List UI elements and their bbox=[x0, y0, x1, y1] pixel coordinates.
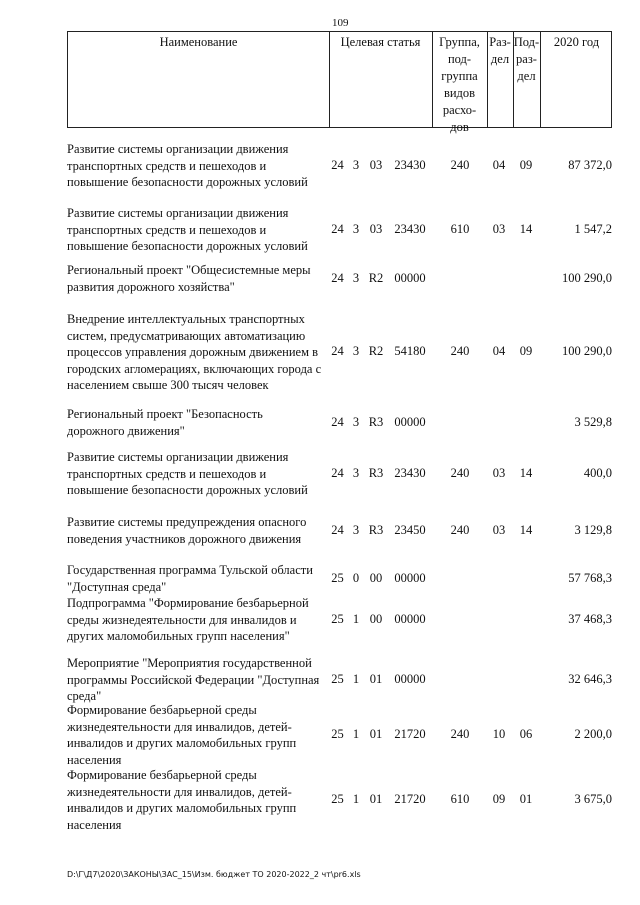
row-c1: 24 bbox=[331, 344, 344, 359]
row-c1: 25 bbox=[331, 727, 344, 741]
row-name: Развитие системы предупреждения опасного поведения участников дорожного движения bbox=[67, 515, 307, 546]
row-subsection: 01 bbox=[519, 792, 533, 806]
row-c2: 3 bbox=[352, 522, 360, 537]
table-row bbox=[67, 595, 612, 645]
row-c3: R2 bbox=[368, 344, 384, 359]
row-name: Региональный проект "Безопасность дорожного движения" bbox=[67, 407, 263, 438]
row-group: 240 bbox=[450, 157, 470, 172]
row-amount: 32 646,3 bbox=[568, 671, 612, 686]
table-row bbox=[67, 262, 612, 295]
row-subsection: 14 bbox=[519, 522, 533, 537]
row-c3: R2 bbox=[368, 270, 384, 285]
row-c1: 25 bbox=[331, 611, 344, 626]
row-group: 240 bbox=[450, 522, 470, 537]
row-amount: 2 200,0 bbox=[574, 727, 612, 741]
row-c2: 1 bbox=[352, 611, 360, 626]
row-c1: 25 bbox=[331, 671, 344, 686]
header-target-article: Целевая статья bbox=[340, 35, 421, 49]
table-row bbox=[67, 514, 612, 547]
row-section: 04 bbox=[492, 157, 506, 172]
table-row bbox=[67, 702, 612, 768]
row-section: 03 bbox=[492, 465, 506, 480]
row-amount: 400,0 bbox=[583, 465, 612, 480]
row-c1: 24 bbox=[331, 221, 344, 236]
row-c2: 3 bbox=[352, 414, 360, 429]
header-section: Раз-дел bbox=[489, 35, 511, 66]
row-c3: 03 bbox=[369, 221, 383, 236]
row-name: Формирование безбарьерной среды жизнедеятельности для инвалидов, детей-инвалидов и других маломобильных групп населения bbox=[67, 768, 297, 832]
row-c4: 00000 bbox=[394, 414, 426, 429]
row-subsection: 06 bbox=[519, 727, 533, 741]
row-c2: 0 bbox=[352, 570, 360, 585]
row-group: 240 bbox=[450, 465, 470, 480]
row-amount: 100 290,0 bbox=[562, 270, 612, 285]
row-name: Региональный проект "Общесистемные меры развития дорожного хозяйства" bbox=[67, 263, 311, 294]
row-c4: 00000 bbox=[394, 270, 426, 285]
row-c3: R3 bbox=[368, 414, 384, 429]
row-c3: 03 bbox=[369, 157, 383, 172]
row-c4: 21720 bbox=[394, 792, 426, 806]
table-row bbox=[67, 655, 612, 705]
row-c3: 00 bbox=[369, 611, 383, 626]
header-year: 2020 год bbox=[553, 35, 600, 49]
row-c4: 21720 bbox=[394, 727, 426, 741]
row-c1: 24 bbox=[331, 465, 344, 480]
row-name: Развитие системы организации движения транспортных средств и пешеходов и повышение безопасности дорожных условий bbox=[67, 142, 308, 189]
row-c4: 23430 bbox=[394, 221, 426, 236]
row-c3: 01 bbox=[369, 792, 383, 806]
row-name: Формирование безбарьерной среды жизнедеятельности для инвалидов, детей-инвалидов и других маломобильных групп населения bbox=[67, 703, 297, 767]
row-c4: 23430 bbox=[394, 465, 426, 480]
row-group: 240 bbox=[450, 727, 470, 741]
table-row bbox=[67, 141, 612, 191]
row-amount: 3 529,8 bbox=[574, 414, 612, 429]
row-section: 03 bbox=[492, 522, 506, 537]
row-c1: 24 bbox=[331, 414, 344, 429]
row-c3: 01 bbox=[369, 671, 383, 686]
row-amount: 57 768,3 bbox=[568, 570, 612, 585]
row-subsection: 09 bbox=[519, 157, 533, 172]
table-header bbox=[67, 31, 612, 134]
row-c4: 00000 bbox=[394, 671, 426, 686]
row-c2: 3 bbox=[352, 465, 360, 480]
row-c4: 00000 bbox=[394, 570, 426, 585]
row-amount: 100 290,0 bbox=[562, 344, 612, 359]
row-c2: 1 bbox=[352, 792, 360, 806]
row-c1: 24 bbox=[331, 270, 344, 285]
row-c1: 25 bbox=[331, 792, 344, 806]
row-subsection: 09 bbox=[519, 344, 533, 359]
table-row bbox=[67, 449, 612, 499]
row-amount: 1 547,2 bbox=[574, 221, 612, 236]
row-c4: 23450 bbox=[394, 522, 426, 537]
row-c1: 25 bbox=[331, 570, 344, 585]
row-subsection: 14 bbox=[519, 465, 533, 480]
row-c2: 1 bbox=[352, 727, 360, 741]
row-c4: 00000 bbox=[394, 611, 426, 626]
row-group: 240 bbox=[450, 344, 470, 359]
row-name: Мероприятие "Мероприятия государственной программы Российской Федерации "Доступная среда" bbox=[67, 656, 320, 703]
row-amount: 3 675,0 bbox=[574, 792, 612, 806]
row-name: Развитие системы организации движения транспортных средств и пешеходов и повышение безопасности дорожных условий bbox=[67, 206, 308, 253]
row-c3: 01 bbox=[369, 727, 383, 741]
row-section: 04 bbox=[492, 344, 506, 359]
page-number: 109 bbox=[332, 17, 349, 29]
table-row bbox=[67, 767, 612, 833]
row-c2: 1 bbox=[352, 671, 360, 686]
row-c3: R3 bbox=[368, 522, 384, 537]
row-name: Подпрограмма "Формирование безбарьерной среды жизнедеятельности для инвалидов и других маломобильных групп населения" bbox=[67, 596, 309, 643]
file-path-footer: D:\Г\Д7\2020\ЗАКОНЫ\ЗАС_15\Изм. бюджет ТО 2020-2022_2 чт\pr6.xls bbox=[67, 870, 361, 879]
row-c3: R3 bbox=[368, 465, 384, 480]
row-amount: 87 372,0 bbox=[568, 157, 612, 172]
row-c4: 54180 bbox=[394, 344, 426, 359]
table-row bbox=[67, 205, 612, 255]
table-row bbox=[67, 562, 612, 595]
row-c1: 24 bbox=[331, 522, 344, 537]
row-amount: 37 468,3 bbox=[568, 611, 612, 626]
header-subsection: Под-раз-дел bbox=[513, 35, 540, 83]
row-c2: 3 bbox=[352, 221, 360, 236]
row-c2: 3 bbox=[352, 270, 360, 285]
row-group: 610 bbox=[450, 792, 470, 806]
row-c2: 3 bbox=[352, 344, 360, 359]
row-c1: 24 bbox=[331, 157, 344, 172]
table-row bbox=[67, 311, 612, 394]
row-name: Развитие системы организации движения транспортных средств и пешеходов и повышение безопасности дорожных условий bbox=[67, 450, 308, 497]
table-row bbox=[67, 406, 612, 439]
header-name: Наименование bbox=[159, 35, 238, 49]
row-c2: 3 bbox=[352, 157, 360, 172]
row-group: 610 bbox=[450, 221, 470, 236]
row-amount: 3 129,8 bbox=[574, 522, 612, 537]
header-group: Группа, под-группа видов расхо-дов bbox=[439, 35, 480, 134]
row-c3: 00 bbox=[369, 570, 383, 585]
row-section: 03 bbox=[492, 221, 506, 236]
row-name: Государственная программа Тульской области "Доступная среда" bbox=[67, 563, 313, 594]
row-subsection: 14 bbox=[519, 221, 533, 236]
row-c4: 23430 bbox=[394, 157, 426, 172]
row-name: Внедрение интеллектуальных транспортных систем, предусматривающих автоматизацию процессов управления дорожным движением в городских агломерациях, включающих города с населением свыше 300 тысяч человек bbox=[67, 312, 322, 392]
row-section: 09 bbox=[492, 792, 506, 806]
row-section: 10 bbox=[492, 727, 506, 741]
